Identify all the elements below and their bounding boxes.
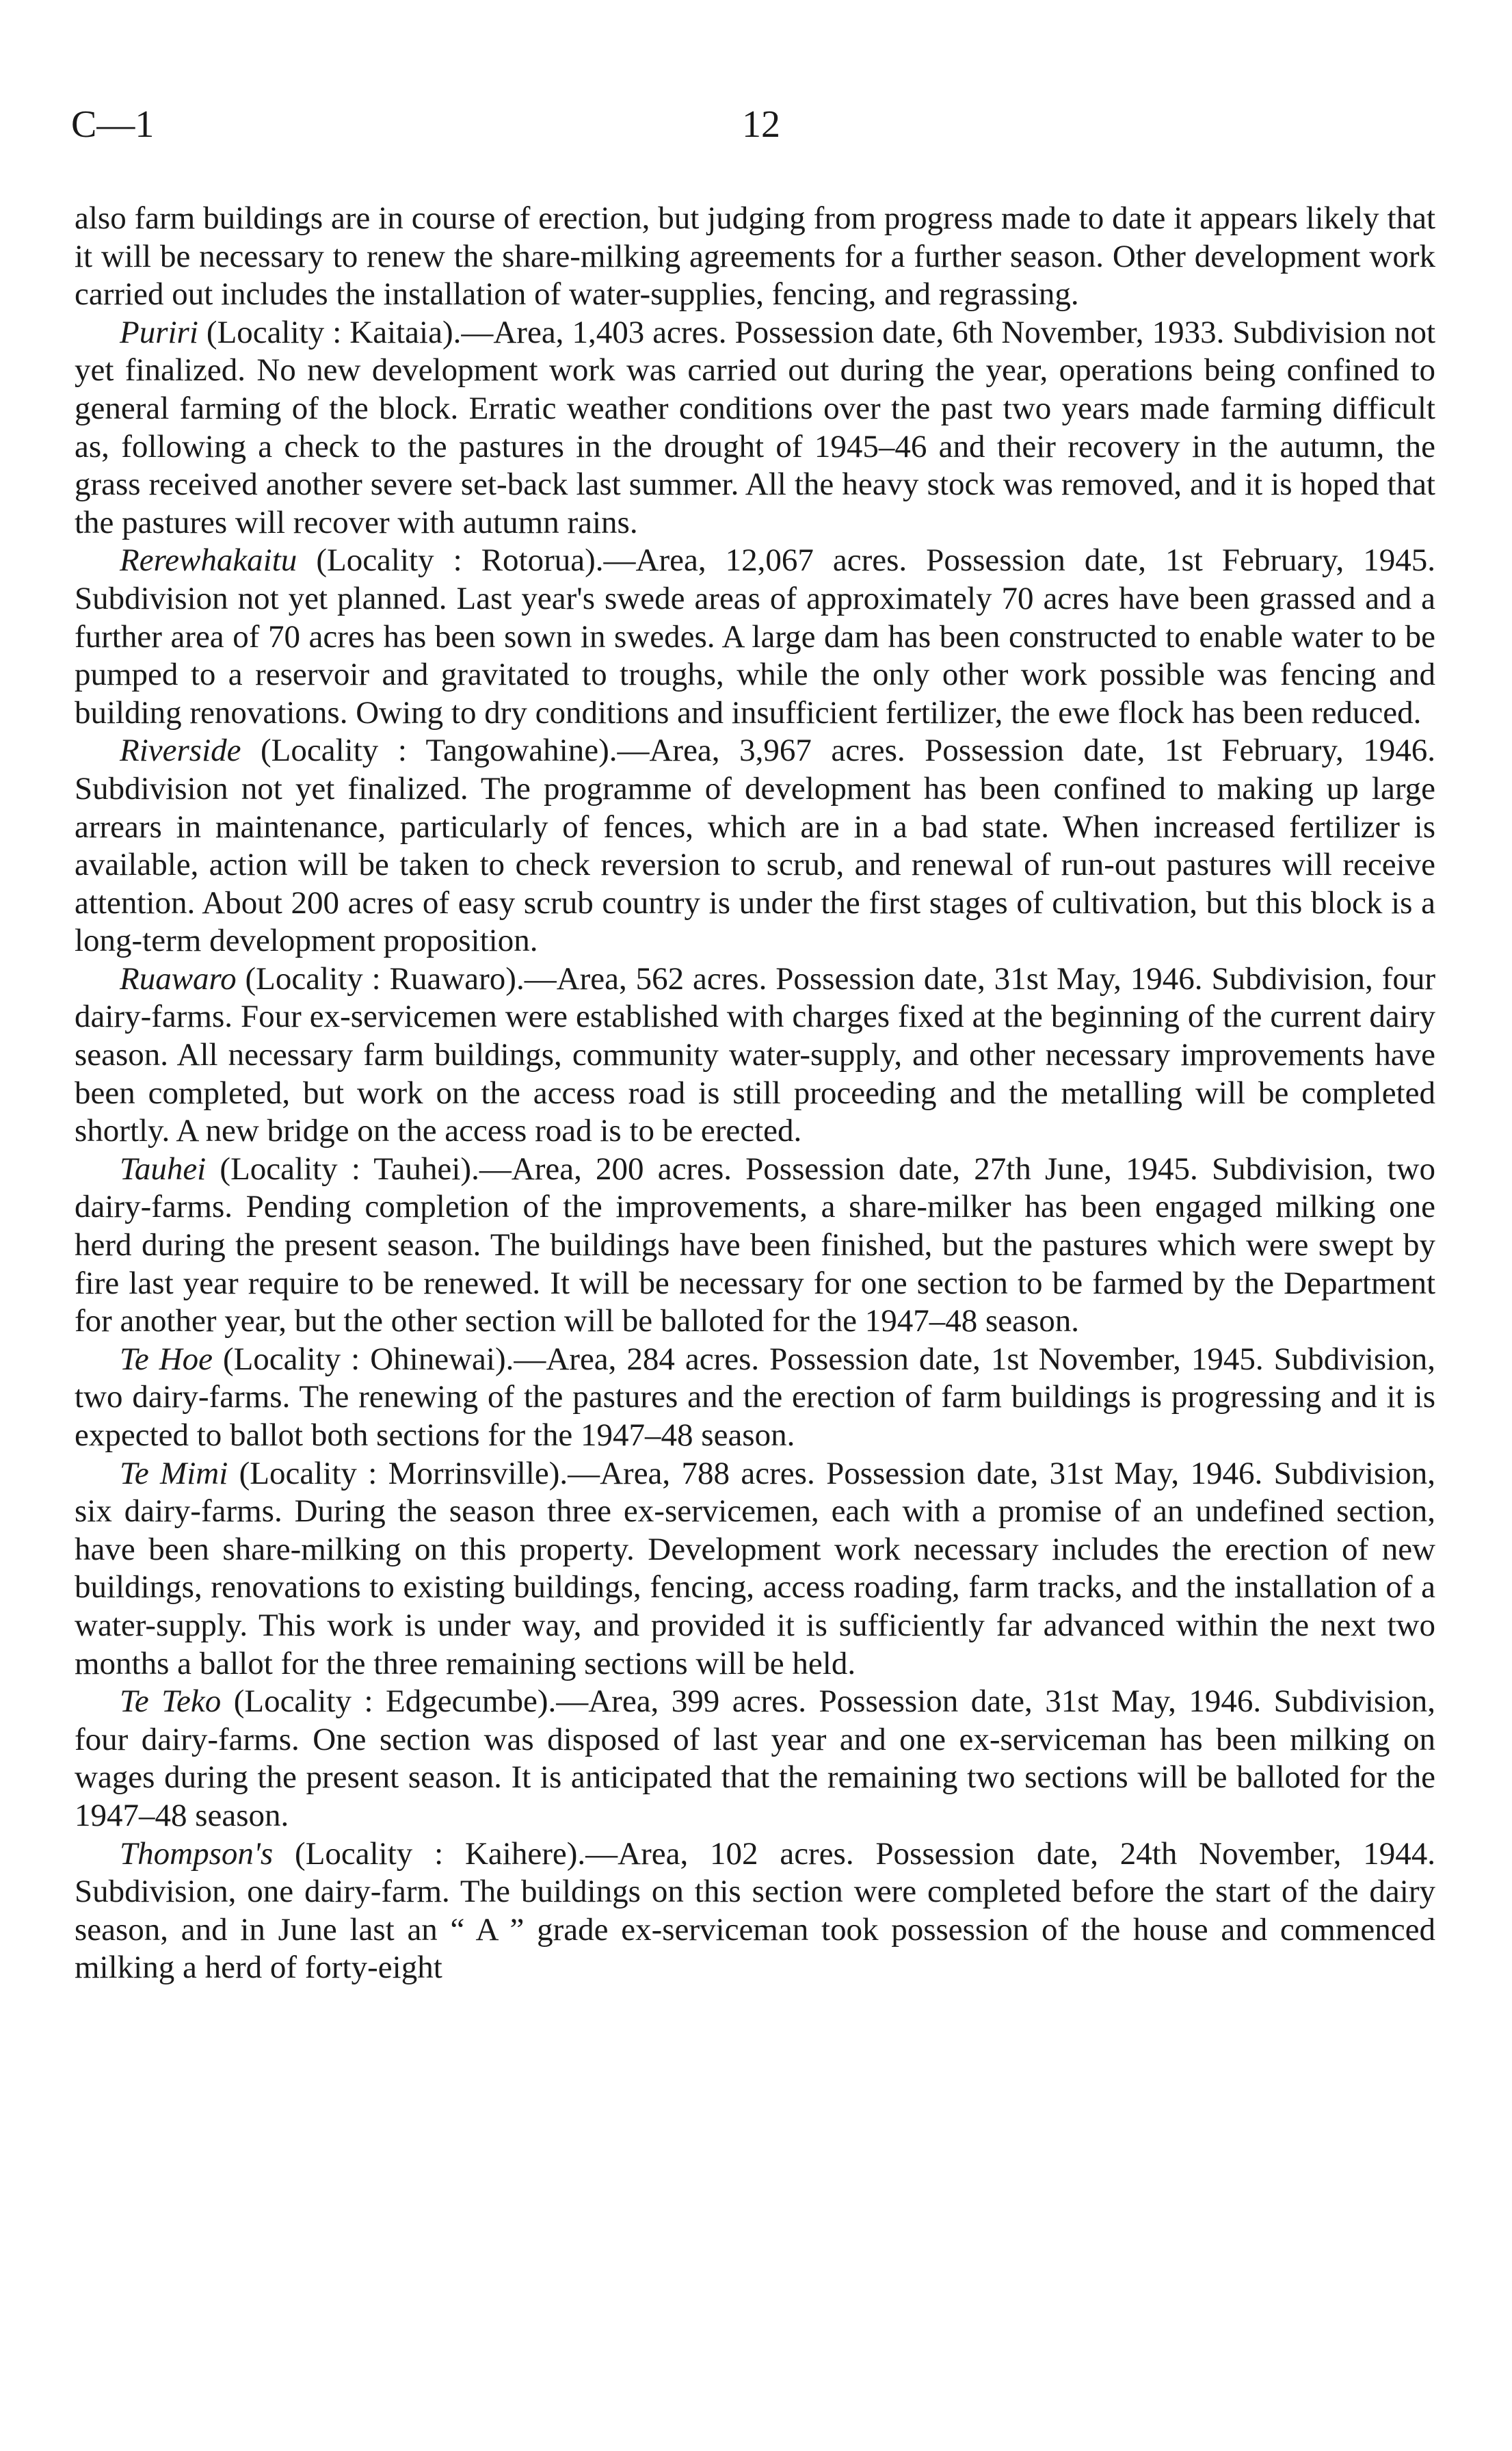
paragraph-continuation (75, 200, 1435, 314)
paragraph-te-mimi (75, 1455, 1435, 1683)
paragraph-text: (Locality : Ohinewai).—Area, 284 acres. Possession date, 1st November, 1945. Subdivision, two dairy-farms. The renewing of the pastures and the erection of farm buildings is progressing and it is expected to ballot both sections for the 1947–48 season. (75, 1341, 1435, 1453)
block-name: Tauhei (120, 1151, 207, 1187)
block-name: Te Teko (120, 1683, 222, 1720)
paragraph-thompsons (75, 1835, 1435, 1987)
block-name: Ruawaro (120, 960, 237, 997)
block-name: Riverside (120, 733, 241, 769)
paragraph-te-teko (75, 1683, 1435, 1835)
page-number: 12 (742, 103, 780, 146)
block-name: Puriri (120, 314, 198, 350)
document-code: C—1 (71, 103, 155, 146)
paragraph-text: (Locality : Rotorua).—Area, 12,067 acres. Possession date, 1st February, 1945. Subdivision not yet planned. Last year's swede areas of approximately 70 acres have been grassed and a further area of 70 acres has been sown in swedes. A large dam has been constructed to enable water to be pumped to a reservoir and gravitated to troughs, while the only other work possible was fencing and building renovations. Owing to dry conditions and insufficient fertilizer, the ewe flock has been reduced. (75, 542, 1435, 731)
paragraph-text: (Locality : Tangowahine).—Area, 3,967 acres. Possession date, 1st February, 1946. Subdivision not yet finalized. The programme of development has been confined to making up large arrears in maintenance, particularly of fences, which are in a bad state. When increased fertilizer is available, action will be taken to check reversion to scrub, and renewal of run-out pastures will receive attention. About 200 acres of easy scrub country is under the first stages of cultivation, but this block is a long-term development proposition. (75, 733, 1435, 959)
block-name: Te Hoe (120, 1341, 213, 1377)
paragraph-text: (Locality : Edgecumbe).—Area, 399 acres. Possession date, 31st May, 1946. Subdivision, four dairy-farms. One section was disposed of last year and one ex-serviceman has been milking on wages during the present season. It is anticipated that the remaining two sections will be balloted for the 1947–48 season. (75, 1683, 1435, 1833)
block-name: Thompson's (120, 1835, 274, 1872)
block-name: Te Mimi (120, 1455, 228, 1491)
paragraph-tauhei (75, 1151, 1435, 1341)
paragraph-ruawaro (75, 960, 1435, 1151)
paragraph-text: (Locality : Tauhei).—Area, 200 acres. Possession date, 27th June, 1945. Subdivision, two dairy-farms. Pending completion of the improvements, a share-milker has been engaged milking one herd during the present season. The buildings have been finished, but the pastures which were swept by fire last year require to be renewed. It will be necessary for one section to be farmed by the Department for another year, but the other section will be balloted for the 1947–48 season. (75, 1151, 1435, 1339)
paragraph-text: (Locality : Kaitaia).—Area, 1,403 acres. Possession date, 6th November, 1933. Subdivision not yet finalized. No new development work was carried out during the year, operations being confined to general farming of the block. Erratic weather conditions over the past two years made farming difficult as, following a check to the pastures in the drought of 1945–46 and their recovery in the autumn, the grass received another severe set-back last summer. All the heavy stock was removed, and it is hoped that the pastures will recover with autumn rains. (75, 314, 1435, 540)
paragraph-te-hoe (75, 1341, 1435, 1455)
block-name: Rerewhakaitu (120, 542, 297, 579)
paragraph-rerewhakaitu (75, 542, 1435, 732)
page-header (0, 103, 1512, 157)
paragraph-text: (Locality : Ruawaro).—Area, 562 acres. Possession date, 31st May, 1946. Subdivision, four dairy-farms. Four ex-servicemen were established with charges fixed at the beginning of the current dairy season. All necessary farm buildings, community water-supply, and other necessary improvements have been completed, but work on the access road is still proceeding and the metalling will be completed shortly. A new bridge on the access road is to be erected. (75, 960, 1435, 1149)
paragraph-riverside (75, 732, 1435, 960)
paragraph-puriri (75, 314, 1435, 542)
paragraph-text: also farm buildings are in course of erection, but judging from progress made to date it appears likely that it will be necessary to renew the share-milking agreements for a further season. Other development work carried out includes the installation of water-supplies, fencing, and regrassing. (75, 200, 1435, 313)
paragraph-text: (Locality : Kaihere).—Area, 102 acres. Possession date, 24th November, 1944. Subdivision, one dairy-farm. The buildings on this section were completed before the start of the dairy season, and in June last an “ A ” grade ex-serviceman took possession of the house and commenced milking a herd of forty-eight (75, 1835, 1435, 1986)
paragraph-text: (Locality : Morrinsville).—Area, 788 acres. Possession date, 31st May, 1946. Subdivision, six dairy-farms. During the season three ex-servicemen, each with a promise of an undefined section, have been share-milking on this property. Development work necessary includes the erection of new buildings, renovations to existing buildings, fencing, access roading, farm tracks, and the installation of a water-supply. This work is under way, and provided it is sufficiently far advanced within the next two months a ballot for the three remaining sections will be held. (75, 1455, 1435, 1681)
document-body (75, 200, 1435, 1987)
